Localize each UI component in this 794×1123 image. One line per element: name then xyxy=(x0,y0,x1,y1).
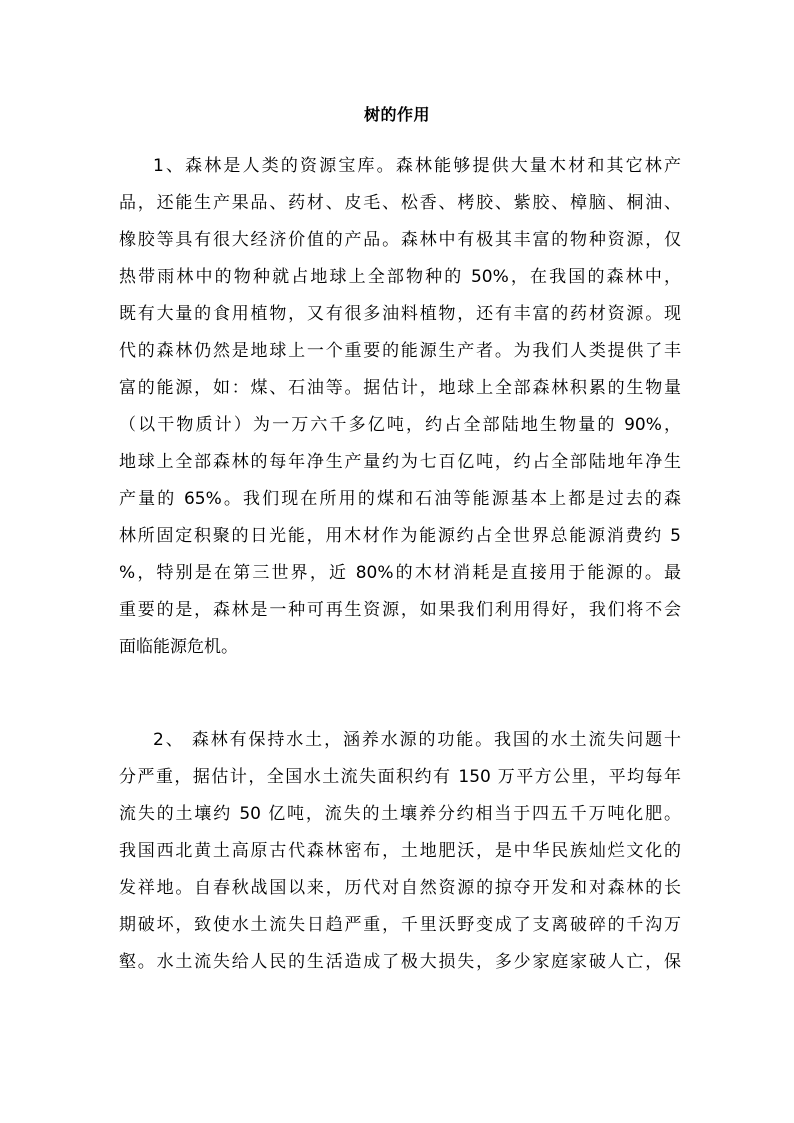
paragraph-line: 发祥地。自春秋战国以来，历代对自然资源的掠夺开发和对森林的长 xyxy=(119,878,681,898)
paragraph-line: 热带雨林中的物种就占地球上全部物种的 50%，在我国的森林中， xyxy=(119,267,681,287)
paragraph-resources xyxy=(119,148,681,666)
paragraph-line: 流失的土壤约 50 亿吨，流失的土壤养分约相当于四五千万吨化肥。 xyxy=(119,804,681,824)
paragraph-line: %，特别是在第三世界，近 80%的木材消耗是直接用于能源的。最 xyxy=(119,563,681,583)
paragraph-line: 橡胶等具有很大经济价值的产品。森林中有极其丰富的物种资源，仅 xyxy=(119,230,681,250)
paragraph-water-conservation xyxy=(119,722,681,981)
paragraph-line: 壑。水土流失给人民的生活造成了极大损失，多少家庭家破人亡，保 xyxy=(119,952,681,972)
paragraph-line: 富的能源，如：煤、石油等。据估计，地球上全部森林积累的生物量 xyxy=(119,378,681,398)
paragraph-line: 面临能源危机。 xyxy=(119,637,238,657)
paragraph-line: 品，还能生产果品、药材、皮毛、松香、栲胶、紫胶、樟脑、桐油、 xyxy=(119,193,681,213)
paragraph-line: 分严重，据估计，全国水土流失面积约有 150 万平方公里，平均每年 xyxy=(119,767,681,787)
document-title: 树的作用 xyxy=(363,105,430,124)
paragraph-line: 地球上全部森林的每年净生产量约为七百亿吨，约占全部陆地年净生 xyxy=(119,452,681,472)
paragraph-line: 代的森林仍然是地球上一个重要的能源生产者。为我们人类提供了丰 xyxy=(119,341,681,361)
paragraph-line: 2、 森林有保持水土，涵养水源的功能。我国的水土流失问题十 xyxy=(153,730,681,750)
paragraph-line: 期破坏，致使水土流失日趋严重，千里沃野变成了支离破碎的千沟万 xyxy=(119,915,681,935)
paragraph-line: 既有大量的食用植物，又有很多油料植物，还有丰富的药材资源。现 xyxy=(119,304,681,324)
paragraph-line: 重要的是，森林是一种可再生资源，如果我们利用得好，我们将不会 xyxy=(119,600,681,620)
paragraph-line: 1、森林是人类的资源宝库。森林能够提供大量木材和其它林产 xyxy=(153,156,681,176)
paragraph-line: 我国西北黄土高原古代森林密布，土地肥沃，是中华民族灿烂文化的 xyxy=(119,841,681,861)
paragraph-line: 产量的 65%。我们现在所用的煤和石油等能源基本上都是过去的森 xyxy=(119,489,681,509)
paragraph-line: （以干物质计）为一万六千多亿吨，约占全部陆地生物量的 90%， xyxy=(119,415,681,435)
paragraph-line: 林所固定积聚的日光能，用木材作为能源约占全世界总能源消费约 5 xyxy=(119,526,681,546)
